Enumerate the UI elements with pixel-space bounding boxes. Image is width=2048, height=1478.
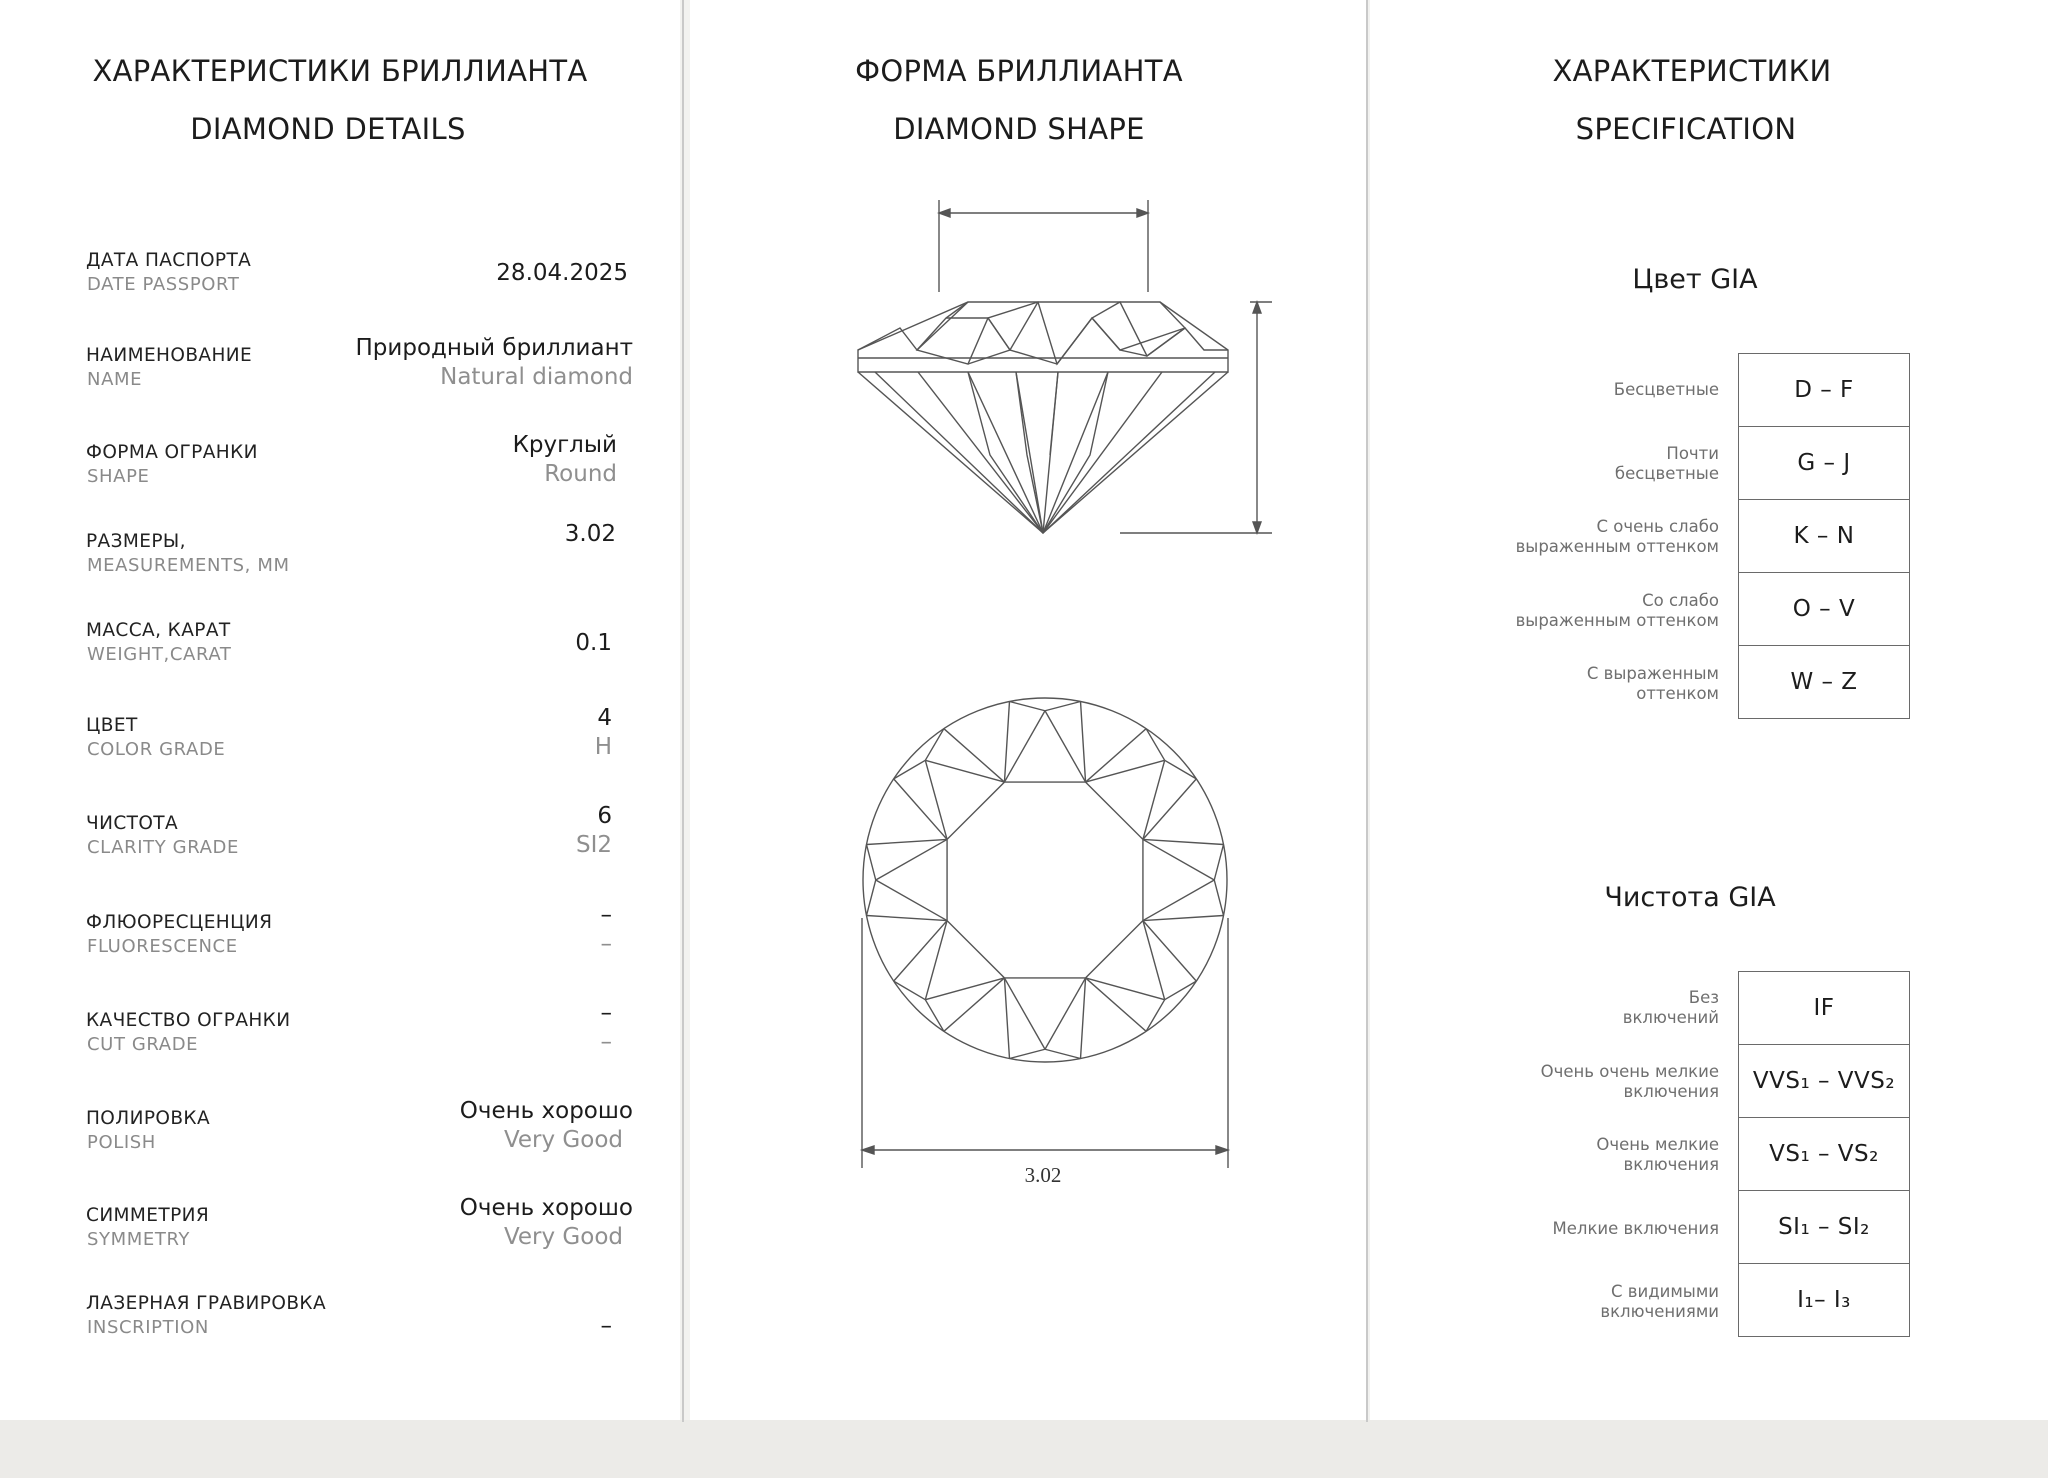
grade-description: Бесцветные [1613, 380, 1719, 399]
detail-value-en: SI2 [575, 832, 612, 858]
detail-value: 3.02 [564, 521, 616, 547]
detail-label-ru: ПОЛИРОВКА [86, 1108, 211, 1129]
grade-description: С видимыми включениями [1600, 1282, 1719, 1322]
detail-row-values [0, 521, 616, 581]
detail-label-en: SHAPE [87, 466, 150, 487]
detail-label-en: COLOR GRADE [87, 739, 226, 760]
grade-cell: D – F [1739, 354, 1909, 427]
detail-value: Круглый [512, 432, 617, 458]
detail-label-ru: ДАТА ПАСПОРТА [86, 250, 252, 271]
diamond-diagram [690, 0, 1366, 1420]
detail-value: – [600, 1313, 612, 1339]
details-title-ru: ХАРАКТЕРИСТИКИ БРИЛЛИАНТА [92, 54, 588, 88]
detail-row-values [0, 705, 612, 765]
shape-title-en: DIAMOND SHAPE [893, 112, 1145, 146]
diameter-label: 3.02 [1024, 1163, 1062, 1187]
detail-label-ru: СИММЕТРИЯ [86, 1205, 210, 1226]
detail-label-en: MEASUREMENTS, MM [87, 555, 290, 576]
detail-label-ru: КАЧЕСТВО ОГРАНКИ [86, 1010, 291, 1031]
detail-row-values [0, 902, 612, 962]
grade-description: Без включений [1622, 988, 1719, 1027]
grade-description: Почти бесцветные [1614, 443, 1719, 483]
grade-cell: VVS₁ – VVS₂ [1739, 1045, 1909, 1118]
grade-cell: SI₁ – SI₂ [1739, 1191, 1909, 1264]
grade-cell: IF [1739, 972, 1909, 1045]
detail-value: 0.1 [575, 630, 612, 656]
detail-value-en: – [600, 931, 612, 957]
detail-row-values [0, 1313, 612, 1373]
detail-value: 28.04.2025 [496, 260, 628, 286]
grade-description: Очень мелкие включения [1596, 1135, 1719, 1175]
detail-value-en: – [600, 1029, 612, 1055]
detail-value: – [600, 902, 612, 928]
grade-cell: I₁– I₃ [1739, 1264, 1909, 1337]
detail-row-values [0, 432, 617, 492]
detail-label-en: INSCRIPTION [87, 1317, 209, 1338]
spec-title-ru: ХАРАКТЕРИСТИКИ [1552, 54, 1832, 88]
clarity-gia-heading: Чистота GIA [1604, 882, 1776, 913]
detail-row-values [0, 1000, 612, 1060]
detail-row-values [0, 803, 612, 863]
detail-label-ru: ЦВЕТ [86, 715, 138, 736]
diamond-side-view [858, 0, 1366, 533]
grade-description: Со слабо выраженным оттенком [1515, 590, 1719, 630]
grade-description: С выраженным оттенком [1586, 664, 1719, 704]
detail-label-en: SYMMETRY [87, 1229, 191, 1250]
details-title-en: DIAMOND DETAILS [190, 112, 466, 146]
detail-value: Очень хорошо [459, 1098, 633, 1124]
scan-background [0, 1420, 2048, 1478]
color-grade-table [1738, 353, 1910, 719]
grade-cell: VS₁ – VS₂ [1739, 1118, 1909, 1191]
detail-row-values [0, 630, 612, 690]
detail-value: Природный бриллиант [355, 335, 633, 361]
detail-label-ru: ЛАЗЕРНАЯ ГРАВИРОВКА [86, 1293, 326, 1314]
detail-value: 6 [597, 803, 612, 829]
detail-value-en: H [594, 734, 612, 760]
shape-title-ru: ФОРМА БРИЛЛИАНТА [855, 54, 1183, 88]
detail-label-en: WEIGHT,CARAT [87, 644, 232, 665]
detail-row-values [0, 335, 633, 395]
detail-label-en: POLISH [87, 1132, 156, 1153]
grade-description: Мелкие включения [1552, 1218, 1719, 1238]
detail-label-en: CUT GRADE [87, 1034, 199, 1055]
detail-value: – [600, 1000, 612, 1026]
detail-value: Очень хорошо [459, 1195, 633, 1221]
detail-row-values [0, 1098, 633, 1158]
detail-label-en: NAME [87, 369, 143, 390]
grade-cell: K – N [1739, 500, 1909, 573]
detail-value-en: Round [544, 461, 617, 487]
grade-description: С очень слабо выраженным оттенком [1515, 517, 1719, 557]
detail-value-en: Very Good [503, 1127, 623, 1153]
grade-cell: O – V [1739, 573, 1909, 646]
detail-label-ru: РАЗМЕРЫ, [86, 531, 186, 552]
detail-label-ru: ЧИСТОТА [86, 813, 179, 834]
fold-line [1366, 0, 1368, 1422]
detail-label-en: DATE PASSPORT [87, 274, 240, 295]
detail-label-ru: МАССА, КАРАТ [86, 620, 231, 641]
diamond-top-view [862, 698, 1228, 1168]
specification-panel [1370, 0, 2048, 1420]
spec-title-en: SPECIFICATION [1575, 112, 1797, 146]
grade-cell: W – Z [1739, 646, 1909, 719]
clarity-grade-table [1738, 971, 1910, 1337]
fold-line [682, 0, 684, 1422]
detail-value: 4 [597, 705, 612, 731]
detail-label-en: CLARITY GRADE [87, 837, 239, 858]
detail-row-values [0, 1195, 633, 1255]
detail-label-ru: ФЛЮОРЕСЦЕНЦИЯ [86, 912, 273, 933]
detail-value-en: Very Good [503, 1224, 623, 1250]
grade-description: Очень очень мелкие включения [1540, 1061, 1719, 1101]
color-gia-heading: Цвет GIA [1632, 264, 1758, 295]
detail-label-ru: НАИМЕНОВАНИЕ [86, 345, 253, 366]
diamond-shape-panel [690, 0, 1366, 1420]
detail-label-en: FLUORESCENCE [87, 936, 238, 957]
grade-cell: G – J [1739, 427, 1909, 500]
diamond-details-panel [0, 0, 680, 1420]
detail-label-ru: ФОРМА ОГРАНКИ [86, 442, 258, 463]
detail-value-en: Natural diamond [440, 364, 633, 390]
detail-row-values [0, 260, 628, 320]
